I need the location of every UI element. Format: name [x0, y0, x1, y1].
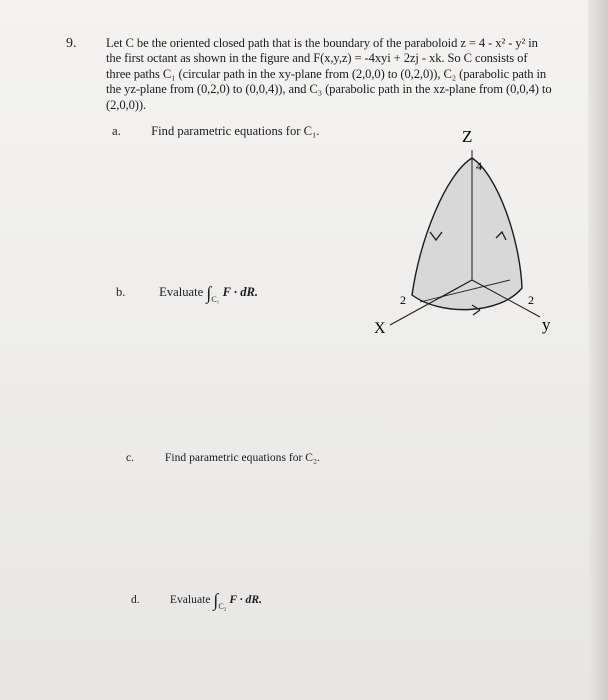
part-d-integral [213, 590, 262, 611]
part-a-text: Find parametric equations for C₁. [151, 124, 320, 138]
problem-line: the yz-plane from (0,2,0) to (0,0,4)), and C₃ (parabolic path in the xz-plane from (0,0,4) to [106, 82, 552, 97]
integral-subscript: C₁ [211, 295, 220, 304]
problem-line: the first octant as shown in the figure and F(x,y,z) = -4xyi + 2zj - xk. So C consists of [106, 51, 528, 66]
y-axis-label: y [542, 315, 551, 334]
part-a-label: a. [112, 124, 121, 138]
problem-line: (2,0,0)). [106, 97, 147, 112]
part-c [126, 451, 320, 464]
part-b-text: Evaluate [159, 285, 204, 299]
part-b [116, 283, 258, 304]
part-d-label: d. [131, 593, 140, 606]
integrand: F · dR. [222, 285, 259, 299]
part-b-label: b. [116, 285, 126, 299]
z-axis-label: Z [462, 127, 473, 146]
page-edge [588, 0, 608, 700]
part-d [131, 590, 262, 611]
integral-sign: ∫ [206, 283, 212, 303]
part-c-label: c. [126, 451, 135, 464]
part-a [112, 124, 320, 139]
problem-statement [106, 36, 566, 113]
integrand: F · dR. [229, 593, 262, 606]
x-axis-label: X [374, 320, 386, 337]
problem-line: Let C be the oriented closed path that is the boundary of the paraboloid z = 4 - x² - y² in [106, 36, 538, 50]
problem-line: three paths C₁ (circular path in the xy-plane from (2,0,0) to (0,2,0)), C₂ (parabolic path in [106, 66, 547, 81]
part-c-text: Find parametric equations for C₂. [164, 451, 320, 464]
part-d-text: Evaluate [169, 593, 211, 606]
paraboloid-figure [360, 120, 580, 350]
integral-sign: ∫ [213, 590, 219, 610]
integral-subscript: C₂ [218, 602, 227, 611]
y-tick-label: 2 [528, 293, 534, 307]
paraboloid-surface [412, 158, 522, 310]
part-b-integral [206, 283, 259, 304]
z-tick-label: 4 [476, 159, 482, 173]
question-number: 9. [66, 36, 77, 51]
x-tick-label: 2 [400, 293, 406, 307]
